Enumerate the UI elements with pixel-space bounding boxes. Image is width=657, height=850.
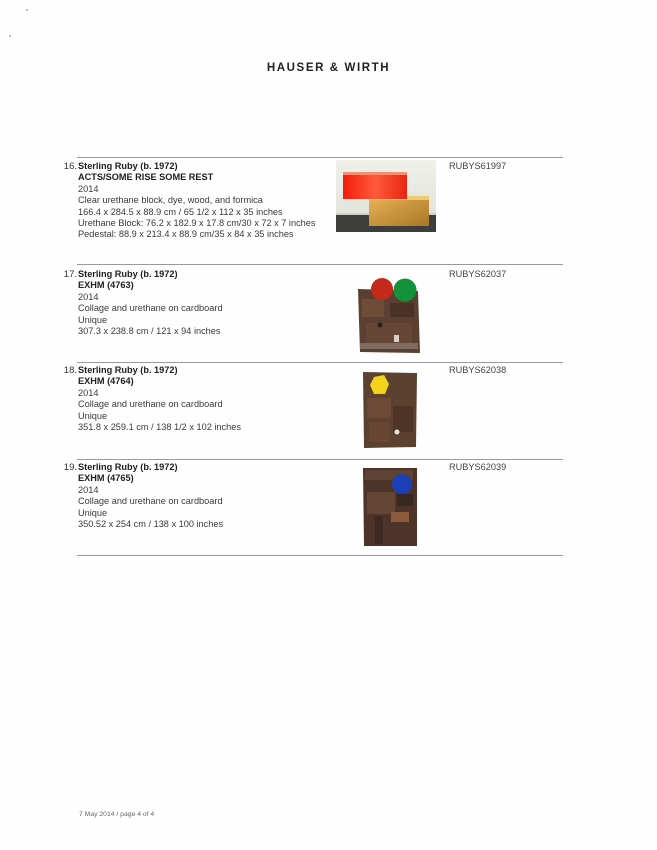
entry-text (78, 269, 338, 337)
inventory-code: RUBYS62038 (449, 365, 507, 375)
artwork-detail: Collage and urethane on cardboard (78, 399, 223, 410)
entry-number: 17. (63, 269, 77, 280)
divider-rule (77, 459, 563, 460)
entry-number: 18. (63, 365, 77, 376)
divider-rule (77, 555, 563, 556)
artwork-detail: 351.8 x 259.1 cm / 138 1/2 x 102 inches (78, 422, 241, 433)
artwork-detail: Urethane Block: 76.2 x 182.9 x 17.8 cm/30 x 72 x 7 inches (78, 218, 316, 229)
artwork-detail: Clear urethane block, dye, wood, and formica (78, 195, 263, 206)
divider-rule (77, 157, 563, 158)
artist-name: Sterling Ruby (b. 1972) (78, 269, 178, 279)
artwork-detail: Collage and urethane on cardboard (78, 496, 223, 507)
artwork-year: 2014 (78, 291, 99, 302)
entry-number: 16. (63, 161, 77, 172)
artwork-detail: 350.52 x 254 cm / 138 x 100 inches (78, 519, 224, 530)
divider-rule (77, 362, 563, 363)
entry-text (78, 462, 338, 530)
inventory-code: RUBYS62037 (449, 269, 507, 279)
entry-text (78, 161, 338, 241)
artwork-thumbnail-sculpture (336, 160, 436, 232)
artwork-detail: Collage and urethane on cardboard (78, 303, 223, 314)
artwork-title: ACTS/SOME RISE SOME REST (78, 172, 214, 183)
artwork-thumbnail-collage (361, 370, 419, 450)
artwork-year: 2014 (78, 387, 99, 398)
artwork-detail: 307.3 x 238.8 cm / 121 x 94 inches (78, 326, 221, 337)
artwork-title: EXHM (4764) (78, 376, 134, 387)
artwork-year: 2014 (78, 484, 99, 495)
artwork-detail: Unique (78, 410, 108, 421)
artwork-thumbnail-collage (361, 466, 419, 548)
artwork-thumbnail-collage (356, 273, 422, 355)
artwork-detail: Unique (78, 507, 108, 518)
artist-name: Sterling Ruby (b. 1972) (78, 462, 178, 472)
artist-name: Sterling Ruby (b. 1972) (78, 161, 178, 171)
artwork-title: EXHM (4763) (78, 280, 134, 291)
divider-rule (77, 264, 563, 265)
entry-number: 19. (63, 462, 77, 473)
page-footer: 7 May 2014 / page 4 of 4 (79, 811, 155, 818)
artwork-year: 2014 (78, 183, 99, 194)
artist-name: Sterling Ruby (b. 1972) (78, 365, 178, 375)
scan-speck (9, 35, 11, 37)
artwork-title: EXHM (4765) (78, 473, 134, 484)
artwork-detail: 166.4 x 284.5 x 88.9 cm / 65 1/2 x 112 x 35 inches (78, 206, 283, 217)
entry-text (78, 365, 338, 433)
artwork-detail: Unique (78, 314, 108, 325)
inventory-code: RUBYS62039 (449, 462, 507, 472)
inventory-code: RUBYS61997 (449, 161, 507, 171)
scan-speck (26, 9, 28, 11)
brand-logo: HAUSER & WIRTH (266, 62, 391, 74)
artwork-detail: Pedestal: 88.9 x 213.4 x 88.9 cm/35 x 84 x 35 inches (78, 229, 294, 240)
